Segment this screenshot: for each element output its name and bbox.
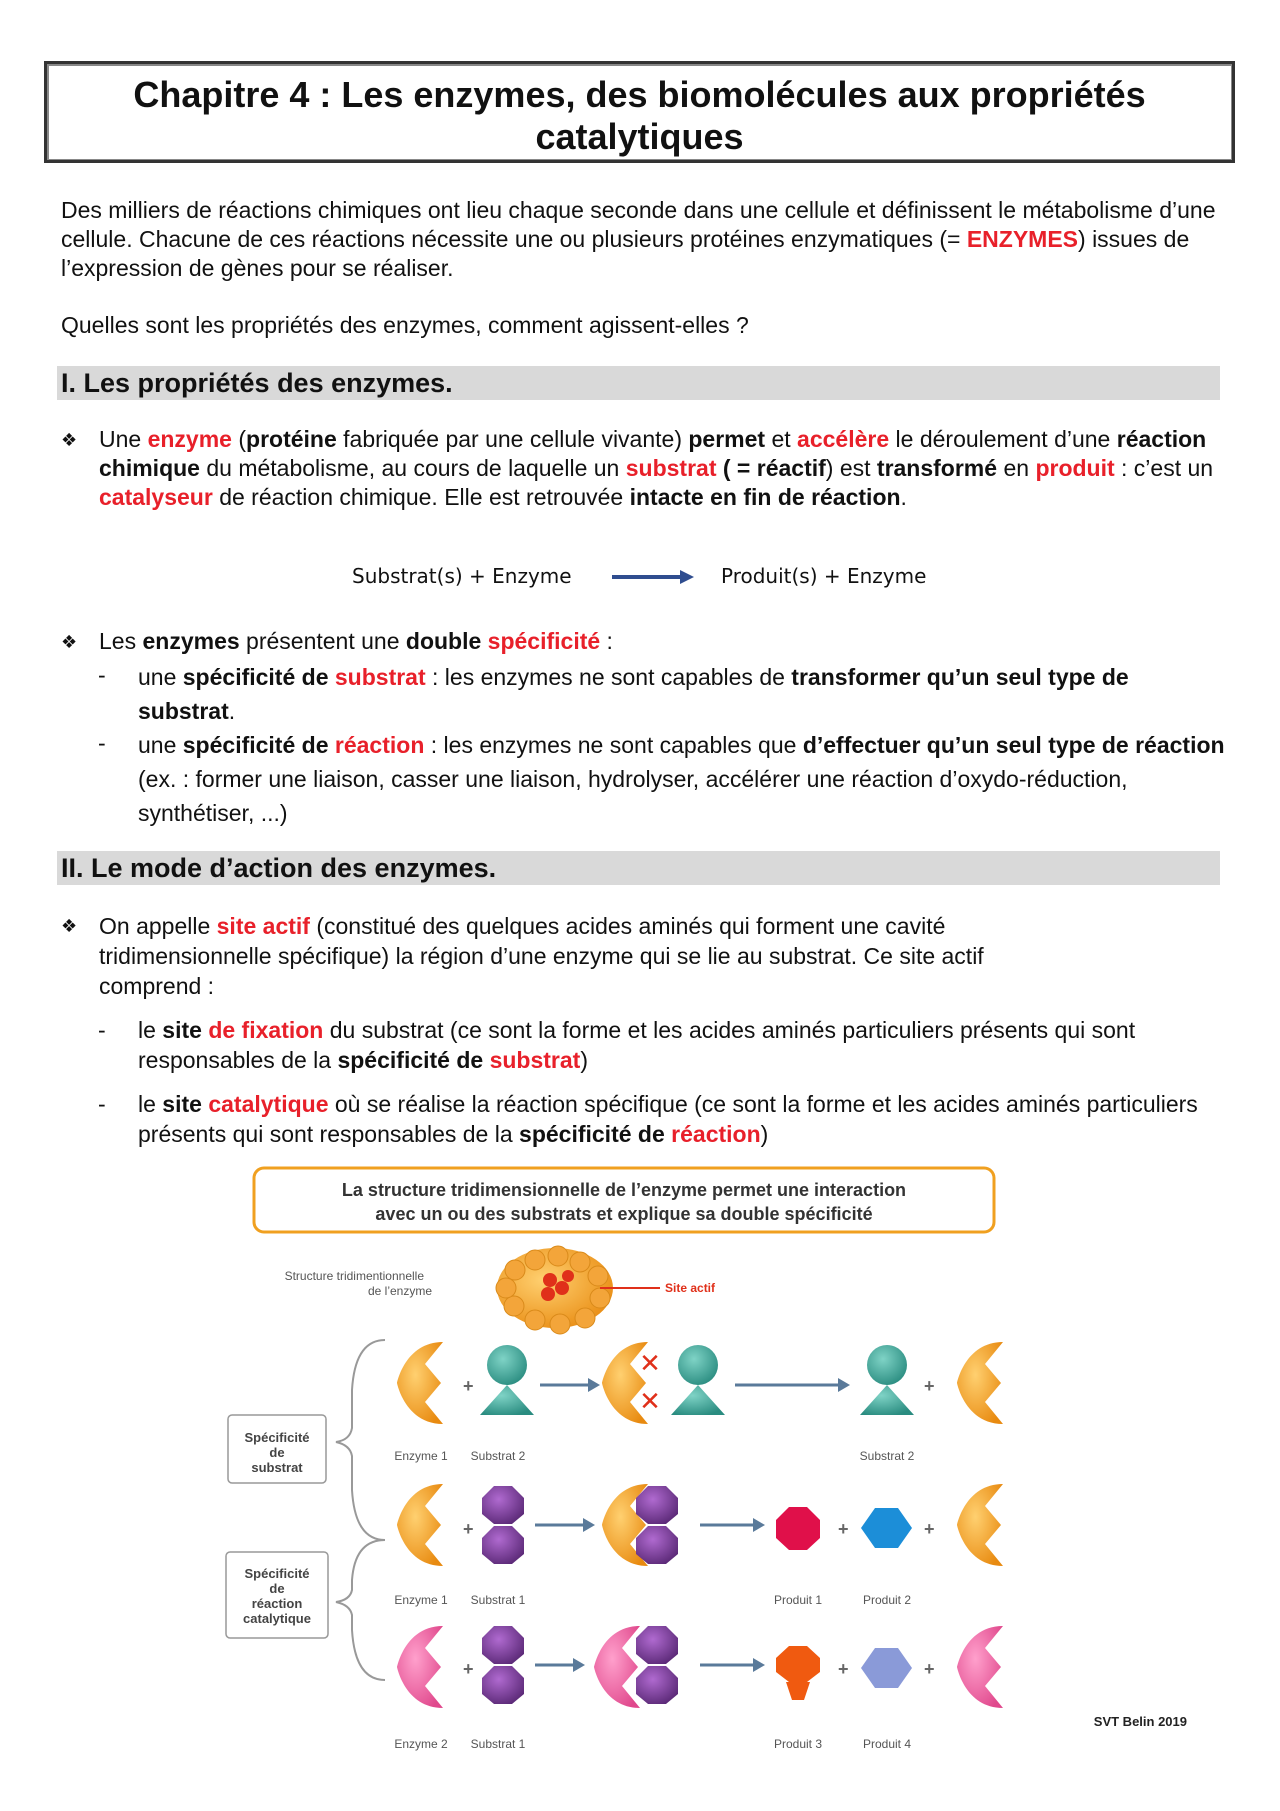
site-actif-label: Site actif (665, 1281, 716, 1295)
section-2-bullet-1: On appelle site actif (constitué des quelques acides aminés qui forment une cavité tridimensionnelle spécifique) la région d’une enzyme qui se lie au substrat. Ce site actif comprend : (99, 913, 984, 999)
svg-text:Produit 1: Produit 1 (773, 1593, 823, 1607)
svg-text:de: de (269, 1445, 285, 1460)
row-2 (394, 1484, 1003, 1607)
substrat-1-bound-icon (636, 1626, 678, 1704)
svg-text:Substrat 2: Substrat 2 (859, 1449, 915, 1463)
svg-text:+: + (924, 1376, 935, 1396)
dash-marker: - (98, 730, 106, 756)
enzyme-2-icon (957, 1626, 1003, 1708)
enzyme-structure-icon (496, 1246, 613, 1334)
svg-text:+: + (463, 1376, 474, 1396)
chapter-title (44, 61, 1235, 163)
dash-marker: - (98, 662, 106, 688)
produit-2-icon (861, 1508, 912, 1548)
structure-label-1: Structure tridimentionnelle (284, 1269, 424, 1283)
brace-reaction (336, 1540, 385, 1680)
svg-text:Produit 2: Produit 2 (862, 1593, 912, 1607)
svg-text:+: + (463, 1519, 474, 1539)
svg-text:Enzyme 1: Enzyme 1 (394, 1449, 448, 1463)
svg-text:réaction: réaction (251, 1596, 303, 1611)
svg-text:+: + (463, 1659, 474, 1679)
svg-text:Enzyme 1: Enzyme 1 (394, 1593, 448, 1607)
title-line-1: Chapitre 4 : Les enzymes, des biomolécules aux propriétés (133, 74, 1146, 115)
svg-text:+: + (924, 1659, 935, 1679)
figure-credit: SVT Belin 2019 (1093, 1714, 1187, 1729)
enzyme-2-icon (594, 1626, 640, 1708)
produit-4-icon (861, 1648, 912, 1688)
equation-left: Substrat(s) + Enzyme (352, 564, 572, 588)
substrat-2-icon (671, 1345, 725, 1415)
no-binding-cross-icon: ✕ (639, 1387, 661, 1417)
brace-substrate (336, 1340, 385, 1540)
intro-text-1: Des milliers de réactions chimiques ont lieu chaque seconde dans une cellule et définissent le métabolisme d’une cellule. Chacune de ces réactions nécessite une ou plusieurs protéines enzymatiques (= (61, 197, 1216, 252)
diamond-bullet-icon: ❖ (61, 632, 78, 652)
svg-text:Substrat 1: Substrat 1 (470, 1593, 526, 1607)
svg-text:de: de (269, 1581, 285, 1596)
svg-text:Substrat 2: Substrat 2 (470, 1449, 526, 1463)
diamond-bullet-icon: ❖ (61, 916, 78, 936)
structure-label-2: de l’enzyme (367, 1284, 433, 1298)
substrat-1-icon (482, 1486, 524, 1564)
intro-text-2: ) issues de l’expression de gènes pour se réaliser. (61, 226, 1190, 281)
enzyme-1-icon (397, 1342, 443, 1424)
section-2-heading: II. Le mode d’action des enzymes. (57, 851, 1220, 885)
svg-text:+: + (838, 1659, 849, 1679)
title-line-2: catalytiques (535, 116, 744, 157)
catalytic-site-item: le site catalytique où se réalise la réaction spécifique (ce sont la forme et les acides aminés particuliers présents qui sont responsables de la spécificité de réaction) (138, 1091, 1198, 1147)
row-3 (394, 1626, 1003, 1751)
equation-right: Produit(s) + Enzyme (721, 564, 927, 588)
produit-3-icon (776, 1646, 820, 1700)
section-1-bullet-2: Les enzymes présentent une double spécificité : (99, 628, 613, 654)
intro-question: Quelles sont les propriétés des enzymes, comment agissent-elles ? (61, 312, 749, 338)
enzyme-1-icon (397, 1484, 443, 1566)
figure-header-line-1: La structure tridimensionnelle de l’enzyme permet une interaction (341, 1180, 907, 1200)
dash-marker: - (98, 1091, 106, 1117)
svg-text:Enzyme 2: Enzyme 2 (394, 1737, 448, 1751)
intro-paragraph (61, 196, 1221, 283)
svg-text:catalytique: catalytique (243, 1611, 311, 1626)
svg-text:Spécificité: Spécificité (244, 1430, 310, 1445)
svg-text:Substrat 1: Substrat 1 (470, 1737, 526, 1751)
equation-arrow-icon (610, 567, 696, 587)
svg-text:Produit 4: Produit 4 (862, 1737, 912, 1751)
specificity-substrate-item: une spécificité de substrat : les enzymes ne sont capables de transformer qu’un seul type de substrat. (138, 664, 1129, 724)
row-1 (394, 1342, 1003, 1463)
enzyme-figure (0, 1160, 1280, 1760)
section-1-heading: I. Les propriétés des enzymes. (57, 366, 1220, 400)
dash-marker: - (98, 1017, 106, 1043)
svg-text:+: + (838, 1519, 849, 1539)
enzyme-1-icon (957, 1484, 1003, 1566)
enzyme-1-icon (957, 1342, 1003, 1424)
figure-header-line-2: avec un ou des substrats et explique sa double spécificité (375, 1204, 873, 1224)
substrat-2-icon (860, 1345, 914, 1415)
produit-1-icon (776, 1507, 820, 1550)
svg-text:+: + (924, 1519, 935, 1539)
svg-text:substrat: substrat (251, 1460, 303, 1475)
svg-text:Spécificité: Spécificité (244, 1566, 310, 1581)
enzyme-2-icon (397, 1626, 443, 1708)
section-1-bullet-1: Une enzyme (protéine fabriquée par une cellule vivante) permet et accélère le déroulement d’une réaction chimique du métabolisme, au cours de laquelle un substrat ( = réactif) est transformé en produit : c’est un catalyseur de réaction chimique. Elle est retrouvée intacte en fin de réaction. (99, 426, 1214, 510)
substrat-1-icon (482, 1626, 524, 1704)
intro-enzymes-term: ENZYMES (966, 226, 1079, 252)
specificity-reaction-item: une spécificité de réaction : les enzymes ne sont capables que d’effectuer qu’un seul type de réaction (ex. : former une liaison, casser une liaison, hydrolyser, accélérer une réaction d’oxydo-réduction, synthétiser, ...) (138, 732, 1225, 826)
diamond-bullet-icon: ❖ (61, 430, 78, 450)
no-binding-cross-icon: ✕ (639, 1349, 661, 1379)
svg-text:Produit 3: Produit 3 (773, 1737, 823, 1751)
substrat-2-icon (480, 1345, 534, 1415)
binding-site-item: le site de fixation du substrat (ce sont la forme et les acides aminés particuliers présents qui sont responsables de la spécificité de substrat) (138, 1017, 1136, 1073)
